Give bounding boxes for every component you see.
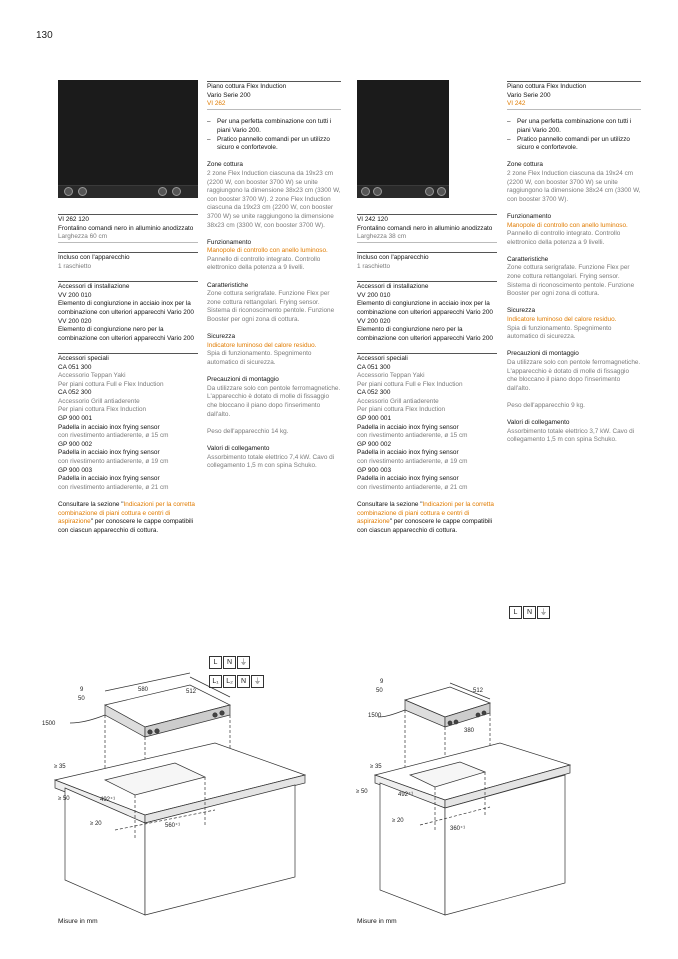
weight-text: Peso dell'apparecchio 9 kg. <box>507 401 585 409</box>
model-desc: Frontalino comandi nero in alluminio anodizzato <box>357 224 493 232</box>
knob-icon <box>64 187 73 196</box>
knob-icon <box>361 187 370 196</box>
dim-20: ≥ 20 <box>90 821 102 827</box>
special-line: con rivestimento antiaderente, ø 15 cm <box>58 432 169 440</box>
page-number: 130 <box>36 30 53 41</box>
consult-note: Consultare la sezione "Indicazioni per la corretta combinazione di piani cottura e centri di aspirazione" per conoscere le cappe compatibili con ciascun apparecchio di cottura. <box>58 501 195 534</box>
bullet-item: – Per una perfetta combinazione con tutti i piani Vario 200. <box>507 118 641 135</box>
special-line: Per piani cottura Full e Flex Induction <box>58 380 164 388</box>
dim-580: 580 <box>138 687 149 693</box>
zone-text: 2 zone Flex Induction ciascuna da 19x23 cm (2200 W, con booster 3700 W) se unite raggiungono la dimensione 38x23 cm (3300 W, con booster 3700 W). 2 zone Flex Induction ciascuna da 19x23 cm (2200 W, con booster 3700 W) se unite raggiungono la dimensione 38x23 cm (3300 W, con booster 3700 W). <box>207 169 341 229</box>
special-line: Accessorio Teppan Yaki <box>58 372 126 380</box>
control-strip <box>357 185 449 198</box>
dim-492: 492⁺¹ <box>100 797 116 803</box>
special-line: Per piani cottura Flex Induction <box>357 406 446 414</box>
install-desc: Elemento di congiunzione nero per la combinazione con ulteriori apparecchi Vario 200 <box>58 326 194 342</box>
knob-icon <box>373 187 382 196</box>
special-line: con rivestimento antiaderente, ø 21 cm <box>357 483 468 491</box>
zone-title: Zone cottura <box>507 161 543 169</box>
safety-highlight: Indicatore luminoso del calore residuo. <box>207 341 317 349</box>
dim-560: 560⁺¹ <box>165 823 181 829</box>
electrical-symbols <box>509 606 551 619</box>
control-strip <box>58 185 198 198</box>
special-line: Padella in acciaio inox frying sensor <box>357 423 459 431</box>
func-title: Funzionamento <box>507 212 552 220</box>
install-desc: Elemento di congiunzione in acciaio inox per la combinazione con ulteriori apparecchi Vario 200 <box>58 300 194 316</box>
model-desc: Frontalino comandi nero in alluminio anodizzato <box>58 224 194 232</box>
dim-50: 50 <box>376 688 383 694</box>
func-highlight: Manopole di controllo con anello luminoso. <box>507 221 628 229</box>
included-title: Incluso con l'apparecchio <box>357 254 429 262</box>
dim-35: ≥ 35 <box>54 764 66 770</box>
model-width: Larghezza 38 cm <box>357 233 497 243</box>
special-line: Padella in acciaio inox frying sensor <box>58 475 160 483</box>
func-text: Pannello di controllo integrato. Controllo elettronico della potenza a 9 livelli. <box>507 230 621 246</box>
special-line: Per piani cottura Flex Induction <box>58 406 147 414</box>
dim-1500: 1500 <box>368 713 382 719</box>
knob-icon <box>425 187 434 196</box>
dim-380: 380 <box>464 728 475 734</box>
install-desc: Elemento di congiunzione nero per la combinazione con ulteriori apparecchi Vario 200 <box>357 326 493 342</box>
install-title: Accessori di installazione <box>58 283 130 291</box>
hob-image-vi242 <box>357 80 449 198</box>
special-title: Accessori speciali <box>357 354 408 362</box>
special-code: CA 051 300 <box>357 363 391 371</box>
neutral-symbol: N <box>523 606 536 619</box>
ground-icon: ⏚ <box>237 656 250 669</box>
special-line: Padella in acciaio inox frying sensor <box>58 449 160 457</box>
dim-50b: ≥ 50 <box>356 789 368 795</box>
conn-title: Valori di collegamento <box>507 419 570 427</box>
knob-icon <box>158 187 167 196</box>
ground-icon: ⏚ <box>251 675 264 688</box>
special-code: GP 900 003 <box>357 466 391 474</box>
special-line: Accessorio Grill antiaderente <box>58 397 140 405</box>
left-spec-info <box>207 80 341 471</box>
knob-icon <box>78 187 87 196</box>
special-code: GP 900 001 <box>357 415 391 423</box>
bullet-item: – Per una perfetta combinazione con tutti i piani Vario 200. <box>207 118 341 135</box>
consult-note: Consultare la sezione "Indicazioni per la corretta combinazione di piani cottura e centri di aspirazione" per conoscere le cappe compatibili con ciascun apparecchio di cottura. <box>357 501 494 534</box>
model-width: Larghezza 60 cm <box>58 233 198 243</box>
phase-symbol: L <box>209 656 222 669</box>
included-item: 1 raschietto <box>357 262 391 270</box>
char-text: Zone cottura serigrafate. Funzione Flex per zone cottura rettangolari. Frying sensor. Sistema di riconoscimento pentole. Funzione Booster per ogni zona di cottura. <box>507 264 635 298</box>
consult-link[interactable]: Indicazioni per la corretta combinazione di piani cottura e centri di aspirazione <box>357 501 494 526</box>
dim-360: 360⁺¹ <box>450 826 466 832</box>
install-code: VV 200 020 <box>58 317 92 325</box>
phase-symbol: L <box>509 606 522 619</box>
dim-50: 50 <box>78 696 85 702</box>
special-title: Accessori speciali <box>58 354 109 362</box>
char-title: Caratteristiche <box>207 281 249 289</box>
knob-icon <box>437 187 446 196</box>
dim-1500: 1500 <box>42 721 56 727</box>
install-code: VV 200 010 <box>58 291 92 299</box>
dim-20: ≥ 20 <box>392 818 404 824</box>
included-title: Incluso con l'apparecchio <box>58 254 130 262</box>
consult-link[interactable]: Indicazioni per la corretta combinazione di piani cottura e centri di aspirazione <box>58 501 195 526</box>
conn-text: Assorbimento totale elettrico 7,4 kW. Cavo di collegamento 1,5 m con spina Schuko. <box>207 453 335 470</box>
installation-diagram-right <box>340 665 580 920</box>
install-code: VV 200 020 <box>357 317 391 325</box>
bullet-item: – Pratico pannello comandi per un utilizzo sicuro e confortevole. <box>207 136 341 153</box>
char-text: Zone cottura serigrafate. Funzione Flex per zone cottura rettangolari. Frying sensor. Sistema di riconoscimento pentole. Funzione Booster per ogni zona di cottura. <box>207 290 335 324</box>
special-code: GP 900 001 <box>58 415 92 423</box>
special-code: GP 900 002 <box>58 440 92 448</box>
right-product-info <box>357 213 497 535</box>
spec-title: Piano cottura Flex Induction <box>507 83 587 90</box>
model-code: VI 262 120 <box>58 216 89 223</box>
dim-35: ≥ 35 <box>370 764 382 770</box>
dim-512: 512 <box>186 689 197 695</box>
install-title: Accessori di installazione <box>357 283 429 291</box>
ground-icon: ⏚ <box>537 606 550 619</box>
phase-symbol: L₂ <box>223 675 236 688</box>
install-desc: Elemento di congiunzione in acciaio inox per la combinazione con ulteriori apparecchi Vario 200 <box>357 300 493 316</box>
special-code: GP 900 003 <box>58 466 92 474</box>
weight-text: Peso dell'apparecchio 14 kg. <box>207 427 289 435</box>
spec-bullets <box>507 118 641 152</box>
spec-bullets <box>207 118 341 152</box>
spec-model: VI 262 <box>207 100 341 110</box>
safety-title: Sicurezza <box>507 307 536 315</box>
dim-9: 9 <box>80 687 84 693</box>
knob-icon <box>172 187 181 196</box>
spec-model: VI 242 <box>507 100 641 110</box>
mount-text: Da utilizzare solo con pentole ferromagnetiche. L'apparecchio è dotato di molle di fissaggio che bloccano il piano dopo l'inserimento dall'alto. <box>207 384 341 418</box>
special-code: CA 052 300 <box>357 389 391 397</box>
func-text: Pannello di controllo integrato. Controllo elettronico della potenza a 9 livelli. <box>207 255 321 272</box>
special-line: Padella in acciaio inox frying sensor <box>357 449 459 457</box>
special-code: CA 052 300 <box>58 389 92 397</box>
func-title: Funzionamento <box>207 238 252 246</box>
safety-text: Spia di funzionamento. Spegnimento automatico di sicurezza. <box>507 324 612 341</box>
dim-512: 512 <box>473 688 484 694</box>
special-line: con rivestimento antiaderente, ø 15 cm <box>357 432 468 440</box>
special-code: GP 900 002 <box>357 440 391 448</box>
dim-9: 9 <box>380 679 384 685</box>
special-line: con rivestimento antiaderente, ø 19 cm <box>58 458 169 466</box>
footer-note-left: Misure in mm <box>58 918 98 925</box>
zone-title: Zone cottura <box>207 161 243 169</box>
neutral-symbol: N <box>237 675 250 688</box>
mount-title: Precauzioni di montaggio <box>507 350 579 358</box>
spec-title: Piano cottura Flex Induction <box>207 83 287 90</box>
included-item: 1 raschietto <box>58 262 92 270</box>
special-line: Padella in acciaio inox frying sensor <box>58 423 160 431</box>
right-spec-info <box>507 80 641 445</box>
installation-diagram-left <box>40 665 340 920</box>
safety-text: Spia di funzionamento. Spegnimento automatico di sicurezza. <box>207 350 312 366</box>
spec-series: Vario Serie 200 <box>507 91 551 99</box>
spec-series: Vario Serie 200 <box>207 91 251 99</box>
special-line: Accessorio Grill antiaderente <box>357 397 439 405</box>
model-code: VI 242 120 <box>357 216 388 223</box>
dim-492: 492⁺¹ <box>398 792 414 798</box>
special-line: Accessorio Teppan Yaki <box>357 372 425 380</box>
footer-note-right: Misure in mm <box>357 918 397 925</box>
char-title: Caratteristiche <box>507 255 549 263</box>
conn-title: Valori di collegamento <box>207 444 270 452</box>
mount-title: Precauzioni di montaggio <box>207 376 279 384</box>
zone-text: 2 zone Flex Induction ciascuna da 19x24 cm (2200 W, con booster 3700 W) se unite raggiungono la dimensione 38x24 cm (3300 W, con booster 3700 W). <box>507 169 641 203</box>
conn-text: Assorbimento totale elettrico 3,7 kW. Cavo di collegamento 1,5 m con spina Schuko. <box>507 427 635 444</box>
special-line: Padella in acciaio inox frying sensor <box>357 475 459 483</box>
dim-50b: ≥ 50 <box>58 796 70 802</box>
safety-highlight: Indicatore luminoso del calore residuo. <box>507 316 617 324</box>
func-highlight: Manopole di controllo con anello luminoso. <box>207 247 328 255</box>
special-line: con rivestimento antiaderente, ø 21 cm <box>58 483 169 491</box>
mount-text: Da utilizzare solo con pentole ferromagnetiche. L'apparecchio è dotato di molle di fissaggio che bloccano il piano dopo l'inserimento dall'alto. <box>507 359 641 392</box>
bullet-item: – Pratico pannello comandi per un utilizzo sicuro e confortevole. <box>507 136 641 153</box>
special-line: con rivestimento antiaderente, ø 19 cm <box>357 458 468 466</box>
special-code: CA 051 300 <box>58 363 92 371</box>
phase-symbol: L₁ <box>209 675 222 688</box>
install-code: VV 200 010 <box>357 291 391 299</box>
left-product-info <box>58 213 198 535</box>
neutral-symbol: N <box>223 656 236 669</box>
hob-image-vi262 <box>58 80 198 198</box>
safety-title: Sicurezza <box>207 333 236 341</box>
special-line: Per piani cottura Full e Flex Induction <box>357 380 463 388</box>
